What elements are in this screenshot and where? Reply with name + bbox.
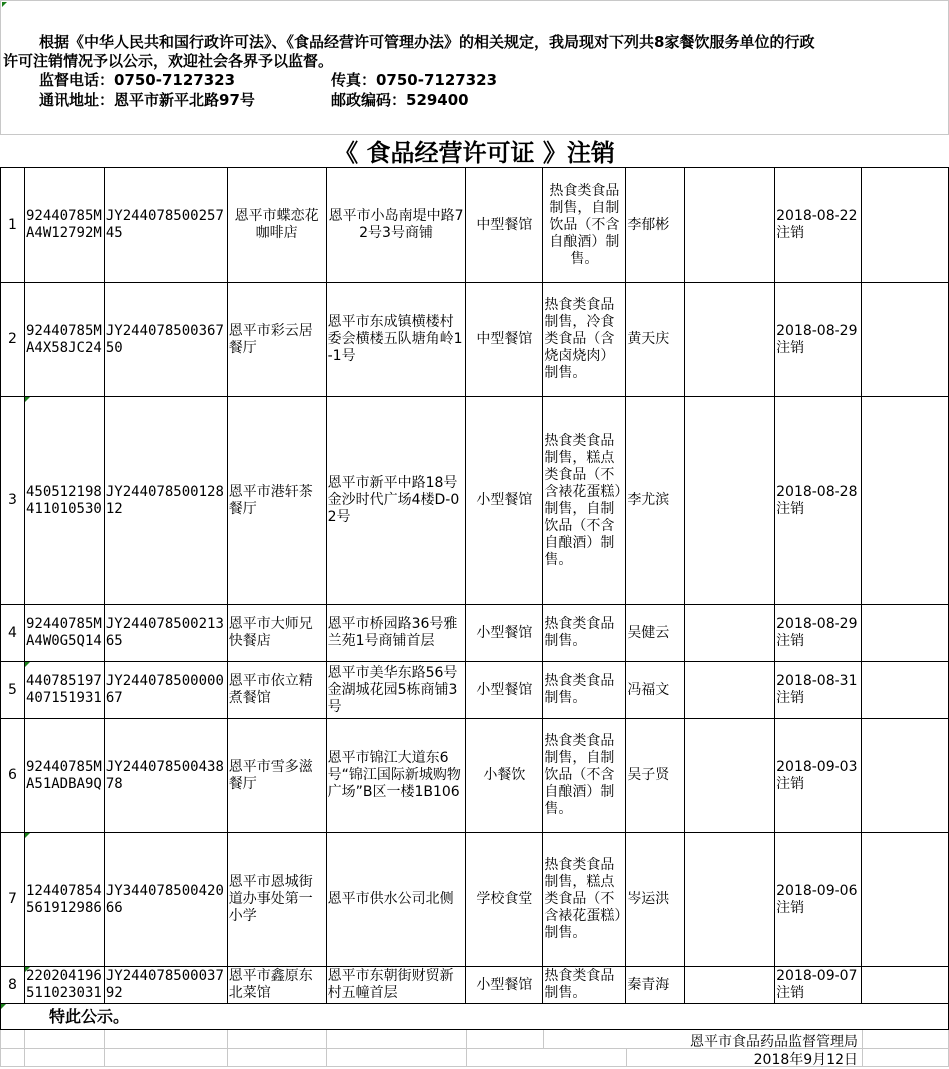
legal-representative: 吴健云 xyxy=(626,605,685,662)
notice-text: 特此公示。 xyxy=(0,1003,949,1030)
empty-cell xyxy=(862,397,949,605)
issuing-agency: 恩平市食品药品监督管理局 xyxy=(690,1034,858,1050)
row-number: 4 xyxy=(1,605,25,662)
revocation-status: 2018-08-31 注销 xyxy=(775,662,862,719)
cell-comment-marker xyxy=(25,397,30,402)
business-name: 恩平市恩城街道办事处第一小学 xyxy=(227,833,326,967)
business-type: 小餐饮 xyxy=(466,719,543,833)
empty-cell xyxy=(685,662,775,719)
empty-cell xyxy=(685,833,775,967)
business-name: 恩平市港轩茶餐厅 xyxy=(227,397,326,605)
business-address: 恩平市小岛南堤中路72号3号商铺 xyxy=(326,168,466,283)
credit-code: 92440785MA4X58JC24 xyxy=(24,283,104,397)
table-row xyxy=(1,605,949,662)
business-scope: 热食类食品制售。 xyxy=(543,967,626,1004)
cell-comment-marker xyxy=(25,662,30,667)
business-type: 小型餐馆 xyxy=(466,662,543,719)
empty-cell xyxy=(862,967,949,1004)
empty-cell xyxy=(862,168,949,283)
business-type: 中型餐馆 xyxy=(466,168,543,283)
postal-code: 邮政编码：529400 xyxy=(331,91,469,109)
row-number: 1 xyxy=(1,168,25,283)
row-number: 6 xyxy=(1,719,25,833)
business-scope: 热食类食品制售，冷食类食品（含烧卤烧肉）制售。 xyxy=(543,283,626,397)
business-address: 恩平市锦江大道东6号“锦江国际新城购物广场”B区一楼1B106 xyxy=(326,719,466,833)
revocation-status: 2018-08-22 注销 xyxy=(775,168,862,283)
table-row xyxy=(1,967,949,1004)
empty-cell xyxy=(862,662,949,719)
business-scope: 热食类食品制售，糕点类食品（不含裱花蛋糕）制售，自制饮品（不含自酿酒）制售。 xyxy=(543,397,626,605)
business-name: 恩平市鑫原东北菜馆 xyxy=(227,967,326,1004)
business-name: 恩平市雪多滋餐厅 xyxy=(227,719,326,833)
credit-code: 92440785MA4W12792M xyxy=(24,168,104,283)
revocation-status: 2018-09-06 注销 xyxy=(775,833,862,967)
empty-cell xyxy=(685,719,775,833)
credit-code: 92440785MA51ADBA9Q xyxy=(24,719,104,833)
license-number: JY24407850003792 xyxy=(104,967,227,1004)
revocation-status: 2018-08-29 注销 xyxy=(775,283,862,397)
row-number: 2 xyxy=(1,283,25,397)
intro-section xyxy=(0,0,949,134)
business-address: 恩平市东成镇横楼村委会横楼五队塘角岭1-1号 xyxy=(326,283,466,397)
empty-cell xyxy=(685,397,775,605)
table-row xyxy=(1,168,949,283)
empty-cell xyxy=(685,283,775,397)
business-type: 学校食堂 xyxy=(466,833,543,967)
table-row xyxy=(1,397,949,605)
empty-cell xyxy=(685,967,775,1004)
table-row xyxy=(1,833,949,967)
credit-code: 220204196511023031 xyxy=(24,967,104,1004)
empty-cell xyxy=(685,605,775,662)
cell-comment-marker xyxy=(2,2,7,7)
revocation-status: 2018-08-28 注销 xyxy=(775,397,862,605)
credit-code: 450512198411010530 xyxy=(24,397,104,605)
legal-representative: 秦青海 xyxy=(626,967,685,1004)
table-row xyxy=(1,719,949,833)
business-scope: 热食类食品制售，糕点类食品（不含裱花蛋糕）制售。 xyxy=(543,833,626,967)
credit-code: 440785197407151931 xyxy=(24,662,104,719)
business-address: 恩平市供水公司北侧 xyxy=(326,833,466,967)
legal-representative: 李郁彬 xyxy=(626,168,685,283)
business-scope: 热食类食品制售，自制饮品（不含自酿酒）制售。 xyxy=(543,719,626,833)
license-number: JY24407850036750 xyxy=(104,283,227,397)
empty-cell xyxy=(862,605,949,662)
fax-number: 传真：0750-7127323 xyxy=(331,71,498,89)
empty-cell xyxy=(862,833,949,967)
legal-representative: 岑运洪 xyxy=(626,833,685,967)
license-number: JY24407850012812 xyxy=(104,397,227,605)
license-number: JY24407850043878 xyxy=(104,719,227,833)
page-title: 《 食品经营许可证 》注销 xyxy=(0,134,949,167)
cell-comment-marker xyxy=(25,967,30,972)
legal-representative: 黄天庆 xyxy=(626,283,685,397)
license-number: JY24407850000067 xyxy=(104,662,227,719)
intro-paragraph-line1: 根据《中华人民共和国行政许可法》、《食品经营许可管理办法》的相关规定，我局现对下列共8家餐饮服务单位的行政 xyxy=(39,33,815,51)
license-number: JY24407850025745 xyxy=(104,168,227,283)
revocation-table xyxy=(0,167,949,1004)
row-number: 8 xyxy=(1,967,25,1004)
business-scope: 热食类食品制售。 xyxy=(543,662,626,719)
business-address: 恩平市美华东路56号金湖城花园5栋商铺3号 xyxy=(326,662,466,719)
row-number: 3 xyxy=(1,397,25,605)
revocation-status: 2018-09-07 注销 xyxy=(775,967,862,1004)
business-name: 恩平市彩云居餐厅 xyxy=(227,283,326,397)
business-name: 恩平市大师兄快餐店 xyxy=(227,605,326,662)
business-type: 小型餐馆 xyxy=(466,605,543,662)
credit-code: 92440785MA4W0G5Q14 xyxy=(24,605,104,662)
business-name: 恩平市蝶恋花咖啡店 xyxy=(227,168,326,283)
supervision-phone: 监督电话：0750-7127323 xyxy=(39,71,236,89)
business-scope: 热食类食品制售。 xyxy=(543,605,626,662)
row-number: 5 xyxy=(1,662,25,719)
row-number: 7 xyxy=(1,833,25,967)
business-address: 恩平市桥园路36号雅兰苑1号商铺首层 xyxy=(326,605,466,662)
issue-date: 2018年9月12日 xyxy=(753,1052,858,1068)
business-scope: 热食类食品制售，自制饮品（不含自酿酒）制售。 xyxy=(543,168,626,283)
legal-representative: 吴子贤 xyxy=(626,719,685,833)
business-name: 恩平市依立精煮餐馆 xyxy=(227,662,326,719)
business-address: 恩平市新平中路18号金沙时代广场4楼D-02号 xyxy=(326,397,466,605)
license-number: JY34407850042066 xyxy=(104,833,227,967)
empty-cell xyxy=(685,168,775,283)
empty-cell xyxy=(862,283,949,397)
license-number: JY24407850021365 xyxy=(104,605,227,662)
credit-code: 124407854561912986 xyxy=(24,833,104,967)
intro-paragraph-line2: 许可注销情况予以公示，欢迎社会各界予以监督。 xyxy=(3,52,334,70)
table-row xyxy=(1,283,949,397)
revocation-status: 2018-09-03 注销 xyxy=(775,719,862,833)
mailing-address: 通讯地址：恩平市新平北路97号 xyxy=(39,91,255,109)
legal-representative: 李尤滨 xyxy=(626,397,685,605)
legal-representative: 冯福文 xyxy=(626,662,685,719)
table-row xyxy=(1,662,949,719)
revocation-status: 2018-08-29 注销 xyxy=(775,605,862,662)
business-type: 中型餐馆 xyxy=(466,283,543,397)
cell-comment-marker xyxy=(1,1004,6,1009)
business-type: 小型餐馆 xyxy=(466,967,543,1004)
empty-cell xyxy=(862,719,949,833)
business-type: 小型餐馆 xyxy=(466,397,543,605)
business-address: 恩平市东朝街财贸新村五幢首层 xyxy=(326,967,466,1004)
cell-comment-marker xyxy=(25,833,30,838)
